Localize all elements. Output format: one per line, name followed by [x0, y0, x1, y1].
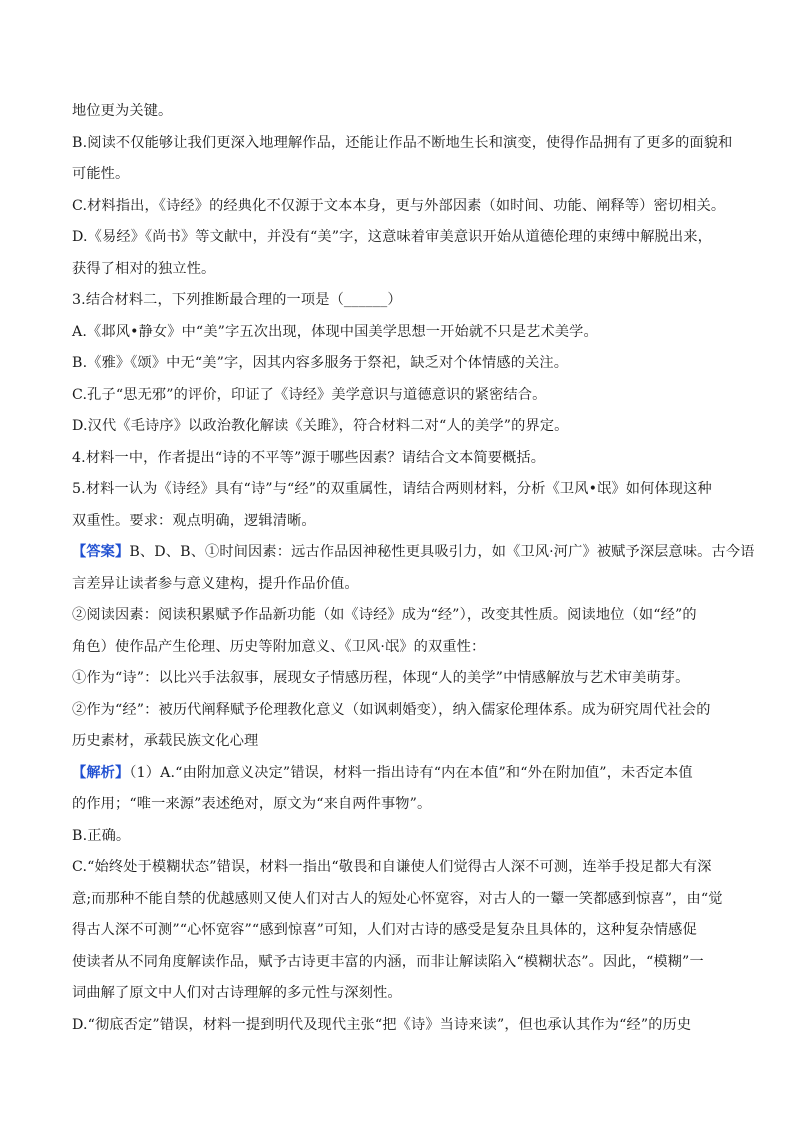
option-a: A.《邶风•静女》中“美”字五次出现，体现中国美学思想一开始就不只是艺术美学。 — [72, 323, 598, 340]
answer-tag: 【答案】 — [72, 544, 130, 560]
text-line: 地位更为关键。 — [72, 103, 173, 119]
question-3: 3.结合材料二，下列推断最合理的一项是（______） — [72, 292, 402, 308]
text-line: ①作为“诗”：以比兴手法叙事，展现女子情感历程，体现“人的美学”中情感解放与艺术审美萌芽。 — [72, 670, 690, 686]
question-5: 5.材料一认为《诗经》具有“诗”与“经”的双重属性，请结合两则材料，分析《卫风•氓》如何体现这种 — [72, 481, 712, 497]
text-line: 获得了相对的独立性。 — [72, 260, 216, 277]
text-line: 使读者从不同角度解读作品，赋予古诗更丰富的内涵，而非让解读陷入“模糊状态”。因此，“模糊”一 — [72, 953, 704, 970]
analysis-text: （1）A.“由附加意义决定”错误，材料一指出诗有“内在本值”和“外在附加值”，未否定本值 — [129, 764, 693, 781]
text-line: 意;而那种不能自禁的优越感则又使人们对古人的短处心怀宽容，对古人的一颦一笑都感到惊喜”，由“觉 — [72, 890, 723, 907]
text-line: D.《易经》《尚书》等文献中，并没有“美”字，这意味着审美意识开始从道德伦理的束缚中解脱出来， — [72, 229, 712, 245]
answer-section — [72, 537, 755, 758]
answer-text: B、D、B、①时间因素：远古作品因神秘性更具吸引力，如《卫风·河广》被赋予深层意味。古今语 — [129, 544, 755, 560]
text-line: C.“始终处于模糊状态”错误，材料一指出“敬畏和自谦使人们觉得古人深不可测，连举手投足都大有深 — [72, 859, 712, 875]
text-line: 历史素材，承载民族文化心理 — [72, 733, 259, 749]
text-line: B.阅读不仅能够让我们更深入地理解作品，还能让作品不断地生长和演变，使得作品拥有了更多的面貌和 — [72, 134, 733, 151]
option-c: C.孔子“思无邪”的评价，印证了《诗经》美学意识与道德意识的紧密结合。 — [72, 386, 547, 403]
analysis-tag: 【解析】 — [72, 764, 130, 781]
option-d: D.汉代《毛诗序》以政治教化解读《关雎》，符合材料二对“人的美学”的界定。 — [72, 418, 569, 434]
text-line: 可能性。 — [72, 166, 130, 182]
text-line: D.“彻底否定”错误，材料一提到明代及现代主张“把《诗》当诗来读”，但也承认其作为“经”的历史 — [72, 1016, 692, 1033]
text-line: C.材料指出，《诗经》的经典化不仅源于文本本身，更与外部因素（如时间、功能、阐释等）密切相关。 — [72, 197, 726, 214]
question-text — [72, 96, 733, 537]
text-line: ②作为“经”：被历代阐释赋予伦理教化意义（如讽刺婚变），纳入儒家伦理体系。成为研究周代社会的 — [72, 701, 711, 718]
text-line: B.正确。 — [72, 827, 131, 844]
text-line: 词曲解了原文中人们对古诗理解的多元性与深刻性。 — [72, 985, 402, 1001]
analysis-section — [72, 758, 722, 1042]
text-line: 角色）使作品产生伦理、历史等附加意义、《卫风·氓》的双重性： — [72, 638, 486, 655]
analysis-first-line — [72, 758, 722, 790]
answer-first-line — [72, 537, 755, 569]
text-line: 的作用；“唯一来源”表述绝对，原文为“来自两件事物”。 — [72, 796, 432, 812]
question-4: 4.材料一中，作者提出“诗的不平等”源于哪些因素？请结合文本简要概括。 — [72, 449, 546, 466]
option-b: B.《雅》《颂》中无“美”字，因其内容多服务于祭祀，缺乏对个体情感的关注。 — [72, 355, 569, 371]
text-line: ②阅读因素：阅读积累赋予作品新功能（如《诗经》成为“经”），改变其性质。阅读地位（如“经”的 — [72, 607, 697, 623]
text-line: 双重性。要求：观点明确，逻辑清晰。 — [72, 512, 316, 529]
text-line: 言差异让读者参与意义建构，提升作品价值。 — [72, 575, 359, 592]
text-line: 得古人深不可测”“心怀宽容”“感到惊喜”可知，人们对古诗的感受是复杂且具体的，这种复杂情感促 — [72, 922, 697, 938]
